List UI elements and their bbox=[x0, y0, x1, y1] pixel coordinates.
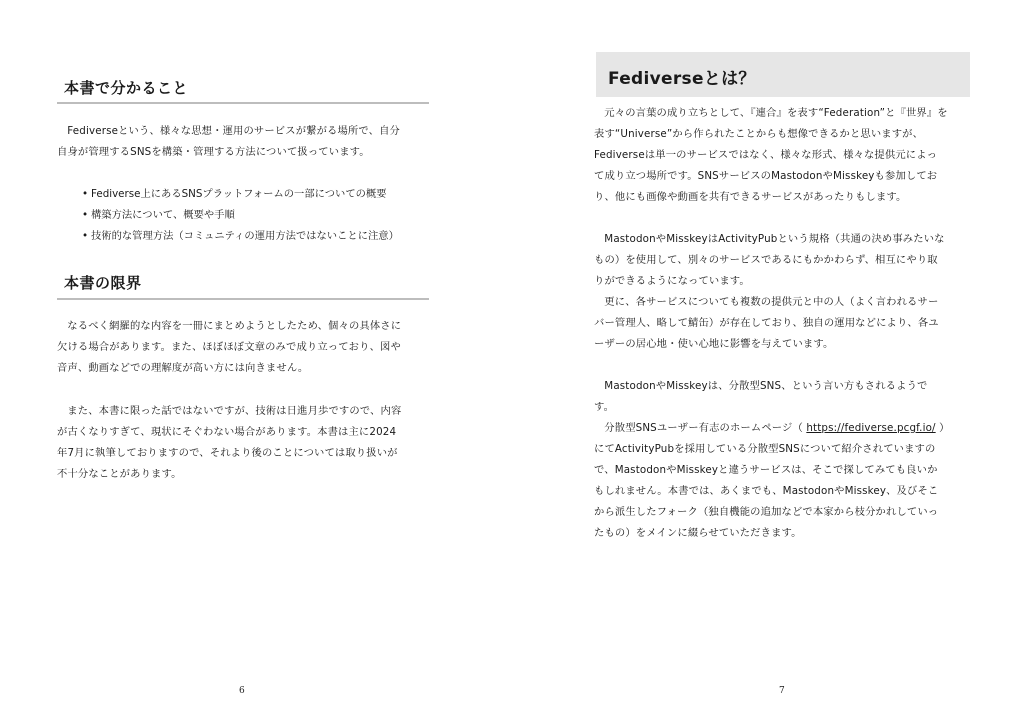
right-page bbox=[512, 0, 1024, 725]
text-line: り、他にも画像や動画を共有できるサービスがあったりもします。 bbox=[594, 191, 907, 203]
text-line: 音声、動画などでの理解度が高い方には向きません。 bbox=[57, 362, 309, 374]
text-line: て成り立つ場所です。SNSサービスのMastodonやMisskeyも参加してお bbox=[594, 170, 938, 182]
text-line: ーザーの居心地・使い心地に影響を与えています。 bbox=[594, 338, 834, 350]
chapter-title: Fediverseとは？ bbox=[608, 69, 756, 89]
page-number: 7 bbox=[779, 686, 785, 696]
text-line: もの）を使用して、別々のサービスであるにもかかわらず、相互にやり取 bbox=[594, 254, 938, 266]
section-divider bbox=[57, 102, 429, 104]
text-line: MastodonやMisskeyはActivityPubという規格（共通の決め事みたいな bbox=[604, 233, 945, 245]
list-item: • 構築方法について、概要や手順 bbox=[82, 205, 432, 226]
section-heading-what-you-learn: 本書で分かること bbox=[64, 79, 189, 97]
limitations-paragraph-2 bbox=[57, 401, 429, 485]
text-line: 表す“Universe”から作られたことからも想像できるかと思いますが、 bbox=[594, 128, 924, 140]
text-line: Fediverseという、様々な思想・運用のサービスが繋がる場所で、自分 bbox=[67, 125, 400, 137]
text-line: 更に、各サービスについても複数の提供元と中の人（よく言われるサー bbox=[604, 296, 939, 308]
text-line: りができるようになっています。 bbox=[594, 275, 750, 287]
activitypub-paragraph bbox=[594, 229, 974, 292]
text-line: にてActivityPubを採用している分散型SNSについて紹介されていますの bbox=[594, 443, 936, 455]
origin-paragraph bbox=[594, 103, 974, 208]
page-number: 6 bbox=[239, 686, 245, 696]
limitations-paragraph-1 bbox=[57, 316, 429, 379]
section-divider bbox=[57, 298, 429, 300]
text-line: なるべく網羅的な内容を一冊にまとめようとしたため、個々の具体さに bbox=[67, 320, 402, 332]
topics-list bbox=[82, 184, 432, 247]
text-line: 元々の言葉の成り立ちとして、『連合』を表す“Federation”と『世界』を bbox=[604, 107, 948, 119]
text-line: 欠ける場合があります。また、ほぼほぼ文章のみで成り立っており、図や bbox=[57, 341, 401, 353]
fediverse-homepage-link[interactable]: https://fediverse.pcgf.io/ bbox=[806, 422, 936, 434]
text-line: また、本書に限った話ではないですが、技術は日進月歩ですので、内容 bbox=[67, 405, 402, 417]
chapter-title-box bbox=[596, 52, 970, 97]
text-fragment: ） bbox=[935, 422, 950, 434]
text-line bbox=[594, 418, 974, 439]
text-line: Fediverseは単一のサービスではなく、様々な形式、様々な提供元によっ bbox=[594, 149, 938, 161]
text-line: たもの）をメインに綴らせていただきます。 bbox=[594, 527, 802, 539]
text-line: が古くなりすぎて、現状にそぐわない場合があります。本書は主に2024 bbox=[57, 426, 397, 438]
text-line: MastodonやMisskeyは、分散型SNS、という言い方もされるようで bbox=[604, 380, 928, 392]
text-line: 自身が管理するSNSを構築・管理する方法について扱っています。 bbox=[57, 146, 370, 158]
intro-paragraph bbox=[57, 121, 429, 163]
section-heading-limitations: 本書の限界 bbox=[64, 274, 142, 292]
homepage-paragraph bbox=[594, 418, 974, 544]
text-line: 年7月に執筆しておりますので、それより後のことについては取り扱いが bbox=[57, 447, 398, 459]
distributed-sns-paragraph bbox=[594, 376, 974, 418]
text-line: 不十分なことがあります。 bbox=[57, 468, 182, 480]
providers-paragraph bbox=[594, 292, 974, 355]
text-line: もしれません。本書では、あくまでも、MastodonやMisskey、及びそこ bbox=[594, 485, 939, 497]
list-item: • Fediverse上にあるSNSプラットフォームの一部についての概要 bbox=[82, 184, 432, 205]
text-line: す。 bbox=[594, 401, 615, 413]
text-line: バー管理人、略して鯖缶）が存在しており、独自の運用などにより、各ユ bbox=[594, 317, 939, 329]
list-item: • 技術的な管理方法（コミュニティの運用方法ではないことに注意） bbox=[82, 226, 432, 247]
text-line: で、MastodonやMisskeyと違うサービスは、そこで探してみても良いか bbox=[594, 464, 938, 476]
text-line: から派生したフォーク（独自機能の追加などで本家から枝分かれしていっ bbox=[594, 506, 939, 518]
text-fragment: 分散型SNSユーザー有志のホームページ（ bbox=[604, 422, 807, 434]
